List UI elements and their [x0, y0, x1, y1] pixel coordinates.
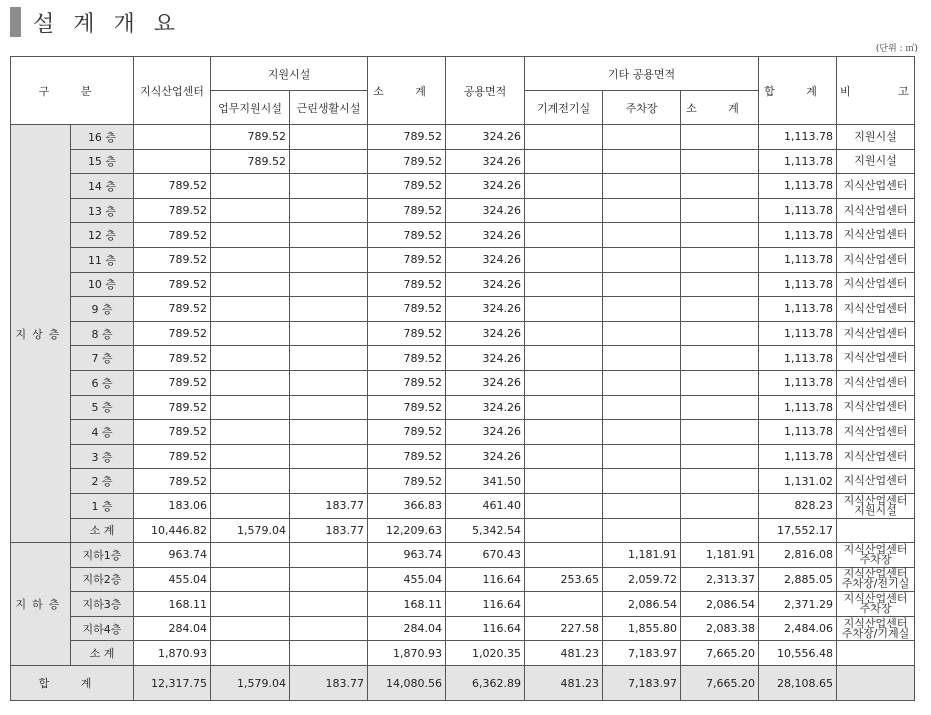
- value-common: 324.26: [446, 370, 525, 395]
- floor-label: 6 층: [71, 370, 134, 395]
- value-kc: 789.52: [134, 272, 211, 297]
- value-kc: 789.52: [134, 370, 211, 395]
- remarks-cell: 지식산업센터 주차장: [837, 592, 915, 617]
- value-osub: [681, 149, 759, 174]
- value-park: [603, 272, 681, 297]
- value-kc: 789.52: [134, 420, 211, 445]
- remarks-cell: [837, 518, 915, 543]
- value-osub: 2,086.54: [681, 592, 759, 617]
- floor-label: 15 층: [71, 149, 134, 174]
- value-sub: 789.52: [368, 149, 446, 174]
- value-park: [603, 346, 681, 371]
- floor-label: 지하1층: [71, 543, 134, 568]
- floor-label: 2 층: [71, 469, 134, 494]
- value-kc: 789.52: [134, 198, 211, 223]
- table-row: [11, 616, 915, 641]
- value-total: 1,113.78: [759, 321, 837, 346]
- value-park: [603, 370, 681, 395]
- value-common: 1,020.35: [446, 641, 525, 666]
- value-common: 324.26: [446, 247, 525, 272]
- value-osub: [681, 346, 759, 371]
- floor-label: 5 층: [71, 395, 134, 420]
- value-total: 1,113.78: [759, 420, 837, 445]
- value-kc: 168.11: [134, 592, 211, 617]
- remarks-cell: 지식산업센터: [837, 469, 915, 494]
- value-sub: 789.52: [368, 198, 446, 223]
- table-row: [11, 125, 915, 150]
- header-division: 구 분: [11, 57, 134, 125]
- floor-label: 8 층: [71, 321, 134, 346]
- header-support-facilities: 지원시설: [211, 57, 368, 91]
- value-mech: [525, 493, 603, 518]
- value-kc: 789.52: [134, 223, 211, 248]
- value-nb: [290, 444, 368, 469]
- value-bs: [211, 198, 290, 223]
- table-row: [11, 198, 915, 223]
- floor-label: 소 계: [71, 518, 134, 543]
- value-total: 2,816.08: [759, 543, 837, 568]
- value-osub: 2,313.37: [681, 567, 759, 592]
- value-park: [603, 321, 681, 346]
- value-kc: [134, 149, 211, 174]
- value-nb: 183.77: [290, 493, 368, 518]
- remarks-cell: 지식산업센터: [837, 420, 915, 445]
- value-osub: [681, 395, 759, 420]
- value-bs: [211, 641, 290, 666]
- value-total: 1,113.78: [759, 149, 837, 174]
- value-mech: [525, 247, 603, 272]
- value-sub: 168.11: [368, 592, 446, 617]
- table-row: [11, 420, 915, 445]
- title-marker: [10, 7, 21, 37]
- value-bs: 1,579.04: [211, 518, 290, 543]
- table-row: [11, 297, 915, 322]
- remarks-cell: 지식산업센터: [837, 321, 915, 346]
- table-row: [11, 592, 915, 617]
- value-common: 324.26: [446, 297, 525, 322]
- total-total: 28,108.65: [759, 666, 837, 701]
- value-common: 5,342.54: [446, 518, 525, 543]
- total-common: 6,362.89: [446, 666, 525, 701]
- value-mech: [525, 223, 603, 248]
- value-bs: [211, 444, 290, 469]
- floor-label: 12 층: [71, 223, 134, 248]
- value-park: 7,183.97: [603, 641, 681, 666]
- value-sub: 789.52: [368, 272, 446, 297]
- value-kc: 10,446.82: [134, 518, 211, 543]
- remarks-cell: 지식산업센터: [837, 223, 915, 248]
- remarks-cell: 지식산업센터 주차장/기계실: [837, 616, 915, 641]
- value-osub: [681, 174, 759, 199]
- table-row: [11, 247, 915, 272]
- remarks-cell: 지원시설: [837, 125, 915, 150]
- header-machine-room: 기계전기실: [525, 91, 603, 125]
- group-label-below: 지하층: [11, 543, 71, 666]
- value-nb: [290, 616, 368, 641]
- value-total: 1,113.78: [759, 174, 837, 199]
- value-common: 116.64: [446, 616, 525, 641]
- value-total: 1,113.78: [759, 370, 837, 395]
- value-nb: [290, 370, 368, 395]
- value-mech: [525, 346, 603, 371]
- remarks-cell: 지식산업센터: [837, 346, 915, 371]
- table-row: [11, 444, 915, 469]
- value-total: 1,113.78: [759, 223, 837, 248]
- value-common: 670.43: [446, 543, 525, 568]
- value-common: 324.26: [446, 272, 525, 297]
- value-bs: [211, 346, 290, 371]
- remarks-cell: 지식산업센터: [837, 370, 915, 395]
- value-mech: [525, 420, 603, 445]
- value-mech: 481.23: [525, 641, 603, 666]
- grand-total-label: 합 계: [11, 666, 134, 701]
- value-nb: [290, 469, 368, 494]
- value-mech: [525, 592, 603, 617]
- total-bs: 1,579.04: [211, 666, 290, 701]
- remarks-cell: 지식산업센터: [837, 297, 915, 322]
- value-total: 1,113.78: [759, 297, 837, 322]
- value-mech: [525, 444, 603, 469]
- value-bs: [211, 297, 290, 322]
- value-nb: [290, 174, 368, 199]
- value-osub: 2,083.38: [681, 616, 759, 641]
- value-common: 324.26: [446, 420, 525, 445]
- value-mech: [525, 174, 603, 199]
- total-mech: 481.23: [525, 666, 603, 701]
- value-park: [603, 149, 681, 174]
- value-mech: 253.65: [525, 567, 603, 592]
- value-total: 1,131.02: [759, 469, 837, 494]
- header-other-subtotal: 소 계: [681, 91, 759, 125]
- remarks-cell: 지식산업센터: [837, 395, 915, 420]
- value-mech: [525, 469, 603, 494]
- value-bs: [211, 567, 290, 592]
- remarks-cell: 지식산업센터: [837, 247, 915, 272]
- value-park: 1,855.80: [603, 616, 681, 641]
- table-row: [11, 567, 915, 592]
- value-mech: [525, 272, 603, 297]
- value-mech: [525, 125, 603, 150]
- value-total: 17,552.17: [759, 518, 837, 543]
- value-mech: [525, 149, 603, 174]
- value-kc: 789.52: [134, 444, 211, 469]
- value-park: [603, 469, 681, 494]
- value-osub: [681, 223, 759, 248]
- table-row: [11, 174, 915, 199]
- value-park: [603, 174, 681, 199]
- remarks-cell: 지원시설: [837, 149, 915, 174]
- table-row: [11, 346, 915, 371]
- floor-label: 지하2층: [71, 567, 134, 592]
- floor-label: 지하3층: [71, 592, 134, 617]
- header-business-support: 업무지원시설: [211, 91, 290, 125]
- floor-label: 7 층: [71, 346, 134, 371]
- value-park: [603, 223, 681, 248]
- floor-label: 13 층: [71, 198, 134, 223]
- floor-label: 14 층: [71, 174, 134, 199]
- value-osub: [681, 469, 759, 494]
- remarks-cell: 지식산업센터 지원시설: [837, 493, 915, 518]
- table-row: [11, 493, 915, 518]
- total-osub: 7,665.20: [681, 666, 759, 701]
- remarks-cell: 지식산업센터: [837, 444, 915, 469]
- value-bs: [211, 223, 290, 248]
- value-sub: 789.52: [368, 469, 446, 494]
- value-park: 2,059.72: [603, 567, 681, 592]
- value-osub: [681, 518, 759, 543]
- floor-label: 소 계: [71, 641, 134, 666]
- table-row: [11, 641, 915, 666]
- value-park: [603, 518, 681, 543]
- value-common: 341.50: [446, 469, 525, 494]
- value-mech: [525, 395, 603, 420]
- value-kc: 284.04: [134, 616, 211, 641]
- table-row: [11, 370, 915, 395]
- value-nb: [290, 272, 368, 297]
- value-kc: 1,870.93: [134, 641, 211, 666]
- group-label-above: 지상층: [11, 125, 71, 543]
- value-nb: [290, 223, 368, 248]
- value-mech: [525, 297, 603, 322]
- value-sub: 789.52: [368, 444, 446, 469]
- value-park: [603, 247, 681, 272]
- value-bs: 789.52: [211, 149, 290, 174]
- value-bs: [211, 543, 290, 568]
- value-nb: [290, 420, 368, 445]
- design-summary-table: [10, 56, 931, 701]
- floor-label: 10 층: [71, 272, 134, 297]
- value-sub: 284.04: [368, 616, 446, 641]
- value-bs: 789.52: [211, 125, 290, 150]
- value-nb: [290, 297, 368, 322]
- value-sub: 789.52: [368, 297, 446, 322]
- value-park: 1,181.91: [603, 543, 681, 568]
- remarks-cell: [837, 641, 915, 666]
- value-total: 1,113.78: [759, 444, 837, 469]
- value-total: 1,113.78: [759, 247, 837, 272]
- value-park: [603, 297, 681, 322]
- value-kc: 455.04: [134, 567, 211, 592]
- value-osub: [681, 444, 759, 469]
- table-row: [11, 272, 915, 297]
- floor-label: 16 층: [71, 125, 134, 150]
- value-bs: [211, 616, 290, 641]
- value-kc: 789.52: [134, 321, 211, 346]
- value-bs: [211, 370, 290, 395]
- value-osub: [681, 125, 759, 150]
- value-park: [603, 493, 681, 518]
- value-osub: [681, 370, 759, 395]
- value-osub: [681, 297, 759, 322]
- value-total: 1,113.78: [759, 125, 837, 150]
- value-common: 461.40: [446, 493, 525, 518]
- value-kc: 963.74: [134, 543, 211, 568]
- value-osub: [681, 272, 759, 297]
- value-osub: [681, 247, 759, 272]
- value-bs: [211, 469, 290, 494]
- header-parking: 주차장: [603, 91, 681, 125]
- floor-label: 11 층: [71, 247, 134, 272]
- value-total: 828.23: [759, 493, 837, 518]
- value-mech: [525, 370, 603, 395]
- value-total: 1,113.78: [759, 395, 837, 420]
- value-sub: 963.74: [368, 543, 446, 568]
- value-sub: 789.52: [368, 370, 446, 395]
- floor-label: 지하4층: [71, 616, 134, 641]
- header-subtotal: 소 계: [368, 57, 446, 125]
- remarks-cell: 지식산업센터: [837, 174, 915, 199]
- remarks-cell: 지식산업센터: [837, 198, 915, 223]
- value-nb: [290, 395, 368, 420]
- value-kc: 789.52: [134, 469, 211, 494]
- value-kc: [134, 125, 211, 150]
- value-sub: 789.52: [368, 321, 446, 346]
- value-sub: 789.52: [368, 223, 446, 248]
- value-bs: [211, 420, 290, 445]
- total-kc: 12,317.75: [134, 666, 211, 701]
- page-title: 설 계 개 요: [33, 11, 181, 37]
- value-nb: [290, 641, 368, 666]
- value-osub: [681, 198, 759, 223]
- value-sub: 12,209.63: [368, 518, 446, 543]
- value-sub: 789.52: [368, 346, 446, 371]
- value-bs: [211, 395, 290, 420]
- value-nb: [290, 567, 368, 592]
- value-kc: 789.52: [134, 346, 211, 371]
- value-osub: 1,181.91: [681, 543, 759, 568]
- floor-label: 9 층: [71, 297, 134, 322]
- value-sub: 789.52: [368, 125, 446, 150]
- value-nb: [290, 149, 368, 174]
- value-osub: [681, 321, 759, 346]
- grand-total-row: [11, 666, 915, 701]
- value-common: 116.64: [446, 567, 525, 592]
- table-row: [11, 469, 915, 494]
- value-nb: [290, 346, 368, 371]
- header-common-area: 공용면적: [446, 57, 525, 125]
- value-nb: [290, 125, 368, 150]
- unit-label: (단위 : ㎡): [875, 44, 918, 54]
- table-row: [11, 395, 915, 420]
- value-nb: [290, 321, 368, 346]
- value-park: [603, 125, 681, 150]
- value-kc: 789.52: [134, 174, 211, 199]
- table-row: [11, 518, 915, 543]
- value-sub: 366.83: [368, 493, 446, 518]
- value-common: 324.26: [446, 223, 525, 248]
- total-sub: 14,080.56: [368, 666, 446, 701]
- value-common: 324.26: [446, 174, 525, 199]
- value-bs: [211, 321, 290, 346]
- total-remarks: [837, 666, 915, 701]
- value-sub: 789.52: [368, 174, 446, 199]
- value-nb: [290, 198, 368, 223]
- table-row: [11, 223, 915, 248]
- value-park: [603, 444, 681, 469]
- value-park: [603, 395, 681, 420]
- value-common: 324.26: [446, 321, 525, 346]
- value-mech: [525, 518, 603, 543]
- value-nb: 183.77: [290, 518, 368, 543]
- value-osub: [681, 493, 759, 518]
- remarks-cell: 지식산업센터 주차장/전기실: [837, 567, 915, 592]
- value-osub: 7,665.20: [681, 641, 759, 666]
- value-common: 324.26: [446, 444, 525, 469]
- value-mech: 227.58: [525, 616, 603, 641]
- value-osub: [681, 420, 759, 445]
- value-bs: [211, 247, 290, 272]
- header-neighborhood: 근린생활시설: [290, 91, 368, 125]
- value-sub: 789.52: [368, 395, 446, 420]
- value-total: 1,113.78: [759, 272, 837, 297]
- value-common: 116.64: [446, 592, 525, 617]
- floor-label: 3 층: [71, 444, 134, 469]
- value-sub: 1,870.93: [368, 641, 446, 666]
- remarks-cell: 지식산업센터: [837, 272, 915, 297]
- value-total: 2,371.29: [759, 592, 837, 617]
- value-bs: [211, 174, 290, 199]
- value-park: [603, 198, 681, 223]
- value-park: [603, 420, 681, 445]
- header-other-common-area: 기타 공용면적: [525, 57, 759, 91]
- table-row: [11, 149, 915, 174]
- value-sub: 789.52: [368, 247, 446, 272]
- total-park: 7,183.97: [603, 666, 681, 701]
- value-kc: 789.52: [134, 297, 211, 322]
- value-nb: [290, 592, 368, 617]
- value-mech: [525, 198, 603, 223]
- floor-label: 1 층: [71, 493, 134, 518]
- header-remarks: 비 고: [837, 57, 915, 125]
- value-total: 1,113.78: [759, 346, 837, 371]
- value-kc: 789.52: [134, 247, 211, 272]
- value-common: 324.26: [446, 346, 525, 371]
- value-sub: 455.04: [368, 567, 446, 592]
- value-kc: 789.52: [134, 395, 211, 420]
- value-bs: [211, 272, 290, 297]
- total-nb: 183.77: [290, 666, 368, 701]
- floor-label: 4 층: [71, 420, 134, 445]
- value-total: 1,113.78: [759, 198, 837, 223]
- value-nb: [290, 543, 368, 568]
- value-park: 2,086.54: [603, 592, 681, 617]
- value-mech: [525, 543, 603, 568]
- value-mech: [525, 321, 603, 346]
- value-nb: [290, 247, 368, 272]
- header-total: 합 계: [759, 57, 837, 125]
- value-kc: 183.06: [134, 493, 211, 518]
- value-common: 324.26: [446, 125, 525, 150]
- header-knowledge-center: 지식산업센터: [134, 57, 211, 125]
- table-row: [11, 543, 915, 568]
- table-row: [11, 321, 915, 346]
- value-common: 324.26: [446, 198, 525, 223]
- remarks-cell: 지식산업센터 주차장: [837, 543, 915, 568]
- value-common: 324.26: [446, 149, 525, 174]
- value-bs: [211, 493, 290, 518]
- page-title-bar: [10, 6, 181, 38]
- value-total: 2,484.06: [759, 616, 837, 641]
- value-common: 324.26: [446, 395, 525, 420]
- value-total: 2,885.05: [759, 567, 837, 592]
- value-sub: 789.52: [368, 420, 446, 445]
- value-total: 10,556.48: [759, 641, 837, 666]
- value-bs: [211, 592, 290, 617]
